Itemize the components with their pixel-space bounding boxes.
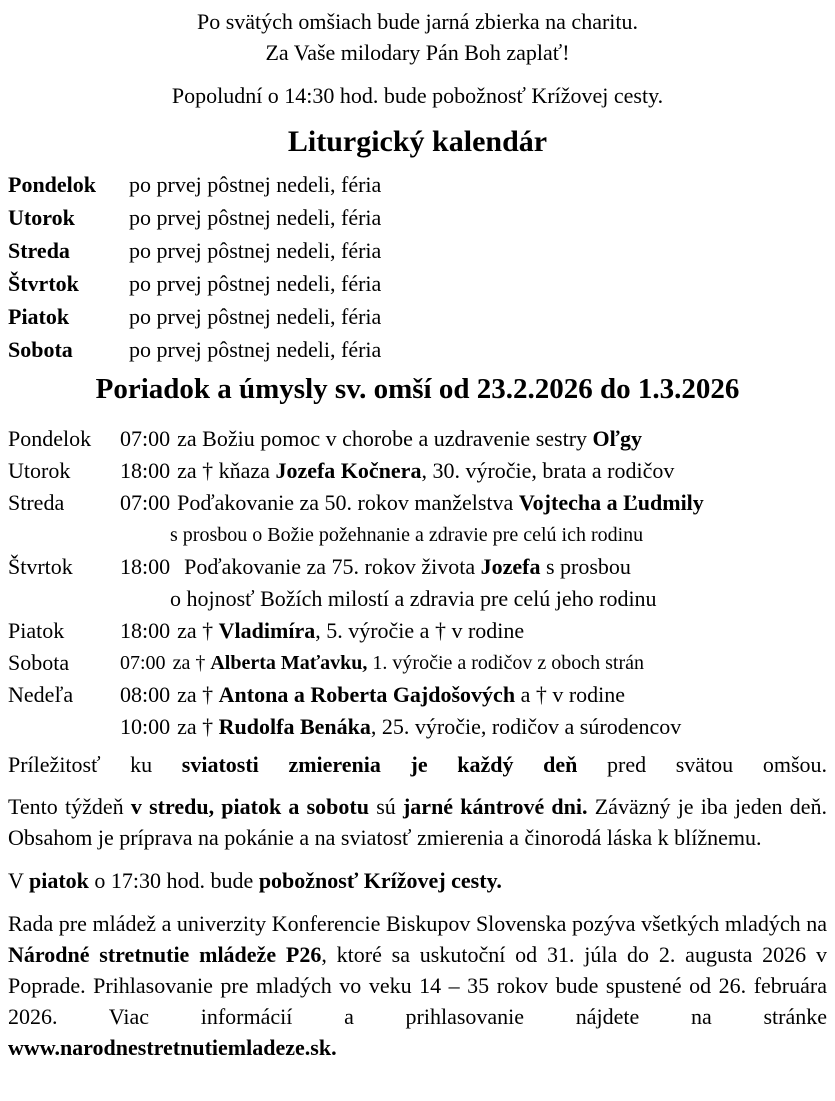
schedule-intention: 07:00 Poďakovanie za 50. rokov manželstva Vojtecha a Ľudmily [120,490,704,515]
schedule-day-label: Štvrtok [8,554,73,579]
liturgical-calendar-table [8,168,827,366]
schedule-day-label: Sobota [8,650,70,675]
calendar-day-label: Streda [8,238,70,263]
calendar-description: po prvej pôstnej nedeli, féria [129,304,382,329]
schedule-day-label: Utorok [8,458,71,483]
calendar-day-label: Piatok [8,304,70,329]
announcement-line-1: Po svätých omšiach bude jarná zbierka na charitu. [196,9,639,34]
schedule-day-label [8,519,120,551]
calendar-row [8,234,827,267]
calendar-description: po prvej pôstnej nedeli, féria [129,172,382,197]
schedule-row [8,615,827,647]
schedule-day-label: Streda [8,490,65,515]
schedule-row-continuation [8,583,827,615]
calendar-description: po prvej pôstnej nedeli, féria [129,271,382,296]
schedule-row [8,711,827,743]
schedule-row [8,647,827,679]
calendar-row [8,333,827,366]
schedule-day-label [8,583,120,615]
paragraph-ember-days: Tento týždeň v stredu, piatok a sobotu sú jarné kántrové dni. Záväzný je iba jeden deň. Obsahom je príprava na pokánie a na sviatosť zmierenia a činorodá láska k blížnemu. [8,794,828,850]
calendar-description: po prvej pôstnej nedeli, féria [129,337,382,362]
schedule-row [8,679,827,711]
schedule-day-label: Piatok [8,618,65,643]
schedule-time: 07:00 [120,426,171,451]
calendar-description: po prvej pôstnej nedeli, féria [129,238,382,263]
paragraph-confession: Príležitosť ku sviatosti zmierenia je každý deň pred svätou omšou. [8,752,827,777]
schedule-time: 18:00 [120,618,171,643]
schedule-time: 07:00 [120,490,171,515]
calendar-description: po prvej pôstnej nedeli, féria [129,205,382,230]
schedule-time: 18:00 [120,554,171,579]
schedule-row [8,551,827,583]
mass-schedule-title: Poriadok a úmysly sv. omší od 23.2.2026 do 1.3.2026 [95,373,740,405]
schedule-intention: s prosbou o Božie požehnanie a zdravie pre celú ich rodinu [170,524,644,546]
calendar-row [8,201,827,234]
paragraph-youth-meeting: Rada pre mládež a univerzity Konferencie Biskupov Slovenska pozýva všetkých mladých na Národné stretnutie mládeže P26, ktoré sa uskutoční od 31. júla do 2. augusta 2026 v Poprade. Prihlasovanie pre mladých vo veku 14 – 35 rokov bude spustené od 26. februára 2026. Viac informácií a prihlasovanie nájdete na stránke www.narodnestretnutiemladeze.sk. [8,911,827,1060]
schedule-day-label: Pondelok [8,426,92,451]
calendar-row [8,168,827,201]
schedule-intention: 10:00 za † Rudolfa Benáka, 25. výročie, rodičov a súrodencov [120,714,682,739]
schedule-intention: o hojnosť Božích milostí a zdravia pre celú jeho rodinu [170,586,657,611]
calendar-day-label: Sobota [8,337,73,362]
announcement-line-3: Popoludní o 14:30 hod. bude pobožnosť Krížovej cesty. [171,83,664,108]
calendar-day-label: Pondelok [8,172,97,197]
paragraph-way-of-cross: V piatok o 17:30 hod. bude pobožnosť Krížovej cesty. [8,868,502,893]
schedule-intention: 18:00 za † Vladimíra, 5. výročie a † v rodine [120,618,525,643]
schedule-row [8,423,827,455]
schedule-time: 07:00 [120,652,166,674]
liturgical-calendar-title: Liturgický kalendár [287,125,548,158]
calendar-day-label: Utorok [8,205,75,230]
schedule-intention: 08:00 za † Antona a Roberta Gajdošových a † v rodine [120,682,626,707]
mass-schedule-table [8,423,827,743]
schedule-row [8,455,827,487]
schedule-row [8,487,827,519]
schedule-time: 08:00 [120,682,171,707]
schedule-day-label: Nedeľa [8,682,74,707]
calendar-day-label: Štvrtok [8,271,79,296]
schedule-day-label [8,711,120,743]
announcement-line-2: Za Vaše milodary Pán Boh zaplať! [265,40,570,65]
calendar-row [8,267,827,300]
schedule-intention: 07:00 za † Alberta Maťavku, 1. výročie a rodičov z oboch strán [120,652,644,674]
calendar-row [8,300,827,333]
schedule-intention: 18:00 Poďakovanie za 75. rokov života Jozefa s prosbou [120,554,631,579]
schedule-time: 18:00 [120,458,171,483]
schedule-row-continuation [8,519,827,551]
schedule-intention: 18:00 za † kňaza Jozefa Kočnera, 30. výročie, brata a rodičov [120,458,675,483]
schedule-time: 10:00 [120,714,171,739]
schedule-intention: 07:00 za Božiu pomoc v chorobe a uzdravenie sestry Oľgy [120,426,642,451]
